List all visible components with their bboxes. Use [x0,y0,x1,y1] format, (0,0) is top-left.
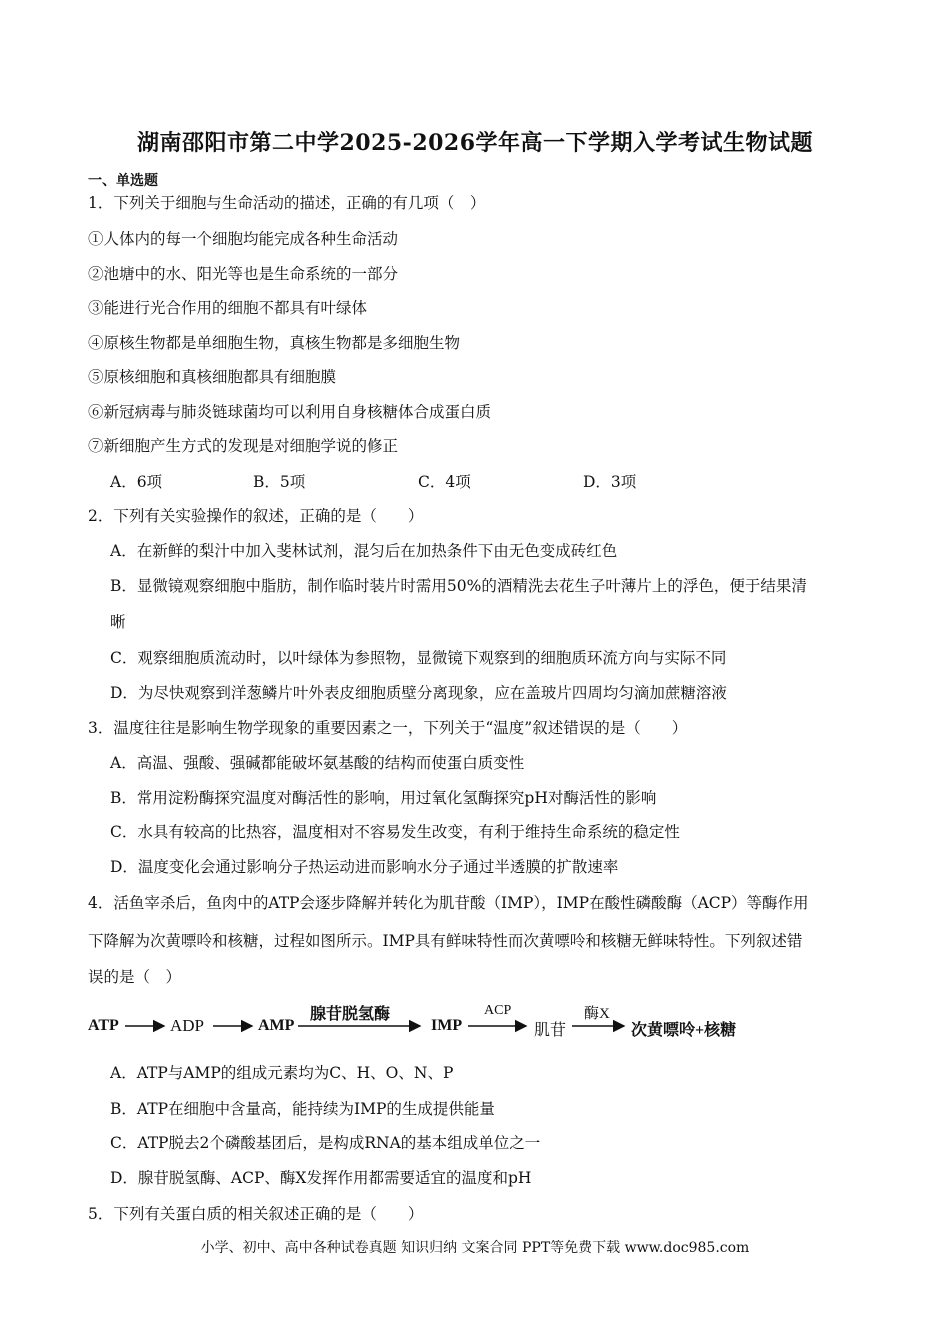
flow-enzyme-1: 腺苷脱氢酶 [310,1006,391,1023]
flow-atp: ATP [88,1017,119,1034]
page-footer: 小学、初中、高中各种试卷真题 知识归纳 文案合同 PPT等免费下载 www.doc985.com [200,1240,750,1256]
flow-imp: IMP [431,1017,463,1034]
q3-option-c: C．水具有较高的比热容，温度相对不容易发生改变，有利于维持生命系统的稳定性 [110,823,680,841]
q1-option-c: C．4项 [418,473,471,491]
q3-option-a: A．高温、强酸、强碱都能破坏氨基酸的结构而使蛋白质变性 [110,754,525,772]
q1-options [110,470,870,490]
q4-stem-line-3: 误的是（ ） [88,968,182,986]
q4-stem-line-2: 下降解为次黄嘌呤和核糖，过程如图所示。IMP具有鲜味特性而次黄嘌呤和核糖无鲜味特性。下列叙述错 [88,932,803,950]
q4-stem-line-1: 4．活鱼宰杀后，鱼肉中的ATP会逐步降解并转化为肌苷酸（IMP），IMP在酸性磷酸酶（ACP）等酶作用 [88,894,809,912]
q1-item-1: ①人体内的每一个细胞均能完成各种生命活动 [88,230,399,248]
degradation-flow-diagram [88,998,768,1044]
flow-enzyme-3: 酶X [584,1006,610,1022]
q3-option-b: B．常用淀粉酶探究温度对酶活性的影响，用过氧化氢酶探究pH对酶活性的影响 [110,789,657,807]
q4-option-b: B．ATP在细胞中含量高，能持续为IMP的生成提供能量 [110,1100,495,1118]
q1-item-2: ②池塘中的水、阳光等也是生命系统的一部分 [88,265,399,283]
q1-item-6: ⑥新冠病毒与肺炎链球菌均可以利用自身核糖体合成蛋白质 [88,403,492,421]
q2-option-d: D．为尽快观察到洋葱鳞片叶外表皮细胞质壁分离现象，应在盖玻片四周均匀滴加蔗糖溶液 [110,684,727,702]
exam-title: 湖南邵阳市第二中学2025-2026学年高一下学期入学考试生物试题 [136,130,814,156]
q2-option-a: A．在新鲜的梨汁中加入斐林试剂，混匀后在加热条件下由无色变成砖红色 [110,542,618,560]
q3-stem: 3．温度往往是影响生物学现象的重要因素之一，下列关于“温度”叙述错误的是（ ） [88,719,688,737]
q1-item-3: ③能进行光合作用的细胞不都具有叶绿体 [88,299,368,317]
flow-product: 次黄嘌呤+核糖 [631,1022,737,1039]
flow-adp: ADP [170,1016,205,1035]
flow-enzyme-2: ACP [484,1003,512,1018]
q2-option-b: B．显微镜观察细胞中脂肪，制作临时装片时需用50%的酒精洗去花生子叶薄片上的浮色，便于结果清 [110,577,807,595]
q1-stem: 1．下列关于细胞与生命活动的描述，正确的有几项（ ） [88,194,486,212]
q1-item-4: ④原核生物都是单细胞生物，真核生物都是多细胞生物 [88,334,461,352]
q4-option-d: D．腺苷脱氢酶、ACP、酶X发挥作用都需要适宜的温度和pH [110,1169,532,1187]
q1-item-7: ⑦新细胞产生方式的发现是对细胞学说的修正 [88,437,399,455]
q1-option-d: D．3项 [583,473,637,491]
q2-option-c: C．观察细胞质流动时，以叶绿体为参照物，显微镜下观察到的细胞质环流方向与实际不同 [110,649,727,667]
q4-option-a: A．ATP与AMP的组成元素均为C、H、O、N、P [110,1064,454,1082]
q2-stem: 2．下列有关实验操作的叙述，正确的是（ ） [88,507,424,525]
flow-inosine: 肌苷 [534,1022,567,1039]
section-heading: 一、单选题 [88,173,158,189]
q2-option-b-cont: 晰 [110,613,126,631]
q4-option-c: C．ATP脱去2个磷酸基团后，是构成RNA的基本组成单位之一 [110,1134,541,1152]
q3-option-d: D．温度变化会通过影响分子热运动进而影响水分子通过半透膜的扩散速率 [110,858,619,876]
flow-amp: AMP [258,1017,295,1034]
q1-option-a: A．6项 [110,473,163,491]
q5-stem: 5．下列有关蛋白质的相关叙述正确的是（ ） [88,1205,424,1223]
q1-item-5: ⑤原核细胞和真核细胞都具有细胞膜 [88,368,337,386]
q1-option-b: B．5项 [253,473,306,491]
